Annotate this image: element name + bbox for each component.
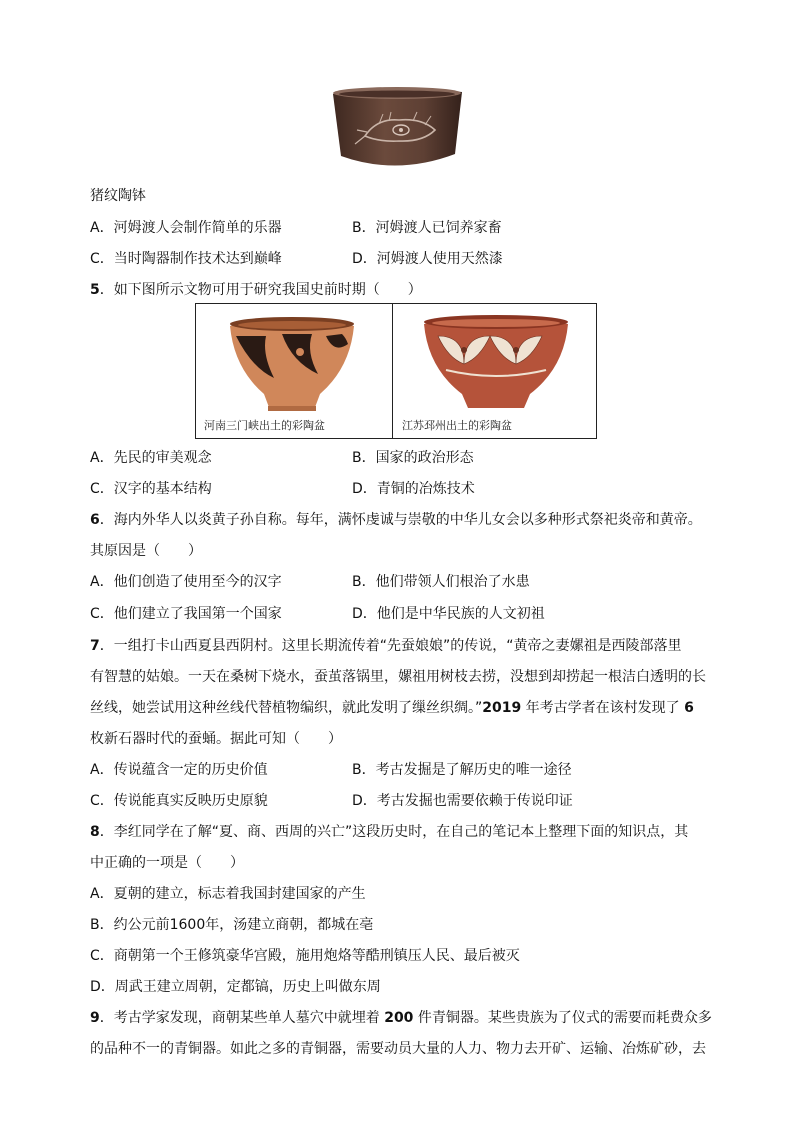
q7-stem-line2: 有智慧的姑娘。一天在桑树下烧水，蚕茧落锅里，嫘祖用树枝去捞，没想到却捞起一根洁白透明的长 — [90, 669, 706, 685]
q9-stem-line2: 的品种不一的青铜器。如此之多的青铜器，需要动员大量的人力、物力去开矿、运输、冶炼矿砂，去 — [90, 1041, 706, 1057]
q7-option-b[interactable]: B．考古发掘是了解历史的唯一途径 — [352, 762, 572, 778]
q5-figure — [195, 303, 597, 439]
q8-stem-line1: 8．李红同学在了解“夏、商、西周的兴亡”这段历史时，在自己的笔记本上整理下面的知识点，其 — [90, 824, 689, 840]
q5-option-a[interactable]: A．先民的审美观念 — [90, 450, 212, 466]
q8-option-b[interactable]: B．约公元前1600年，汤建立商朝，都城在亳 — [90, 917, 374, 933]
q5-stem: 5．如下图所示文物可用于研究我国史前时期（ ） — [90, 282, 422, 298]
q4-option-a[interactable]: A．河姆渡人会制作简单的乐器 — [90, 220, 282, 236]
q6-option-c[interactable]: C．他们建立了我国第一个国家 — [90, 606, 282, 622]
q8-option-a[interactable]: A．夏朝的建立，标志着我国封建国家的产生 — [90, 886, 366, 902]
q8-option-c[interactable]: C．商朝第一个王修筑豪华宫殿，施用炮烙等酷刑镇压人民、最后被灭 — [90, 948, 520, 964]
figure-divider — [392, 304, 393, 438]
q4-option-b[interactable]: B．河姆渡人已饲养家畜 — [352, 220, 502, 236]
q6-option-d[interactable]: D．他们是中华民族的人文初祖 — [352, 606, 545, 622]
q8-stem-line2: 中正确的一项是（ ） — [90, 855, 244, 871]
sanmenxia-painted-basin-icon — [222, 308, 362, 416]
q4-option-c[interactable]: C．当时陶器制作技术达到巅峰 — [90, 251, 282, 267]
q6-stem-line1: 6．海内外华人以炎黄子孙自称。每年，满怀虔诚与崇敬的中华儿女会以多种形式祭祀炎帝和黄帝。 — [90, 512, 702, 528]
q7-stem-line1: 7．一组打卡山西夏县西阴村。这里长期流传着“先蚕娘娘”的传说，“黄帝之妻嫘祖是西陵部落里 — [90, 638, 682, 654]
pizhou-painted-basin-icon — [418, 308, 574, 412]
q6-option-b[interactable]: B．他们带领人们根治了水患 — [352, 574, 530, 590]
q8-option-d[interactable]: D．周武王建立周朝，定都镐，历史上叫做东周 — [90, 979, 381, 995]
q6-stem-line2: 其原因是（ ） — [90, 543, 202, 559]
pig-pottery-bowl-icon — [327, 84, 468, 172]
pig-pottery-bowl-image — [327, 84, 468, 172]
q7-option-d[interactable]: D．考古发掘也需要依赖于传说印证 — [352, 793, 573, 809]
q5-option-d[interactable]: D．青铜的冶炼技术 — [352, 481, 475, 497]
q7-stem-line4: 枚新石器时代的蚕蛹。据此可知（ ） — [90, 731, 342, 747]
q9-stem-line1: 9．考古学家发现，商朝某些单人墓穴中就埋着 200 件青铜器。某些贵族为了仪式的需要而耗费众多 — [90, 1010, 712, 1026]
q7-option-a[interactable]: A．传说蕴含一定的历史价值 — [90, 762, 268, 778]
q7-stem-line3: 丝线，她尝试用这种丝线代替植物编织，就此发明了缫丝织绸。”2019 年考古学者在该村发现了 6 — [90, 700, 694, 716]
q6-option-a[interactable]: A．他们创造了使用至今的汉字 — [90, 574, 282, 590]
q5-left-caption: 河南三门峡出土的彩陶盆 — [204, 419, 325, 432]
q5-option-b[interactable]: B．国家的政治形态 — [352, 450, 474, 466]
q5-right-caption: 江苏邳州出土的彩陶盆 — [402, 419, 512, 432]
q4-option-d[interactable]: D．河姆渡人使用天然漆 — [352, 251, 503, 267]
q7-option-c[interactable]: C．传说能真实反映历史原貌 — [90, 793, 268, 809]
q5-option-c[interactable]: C．汉字的基本结构 — [90, 481, 212, 497]
image-caption: 猪纹陶钵 — [90, 188, 146, 204]
